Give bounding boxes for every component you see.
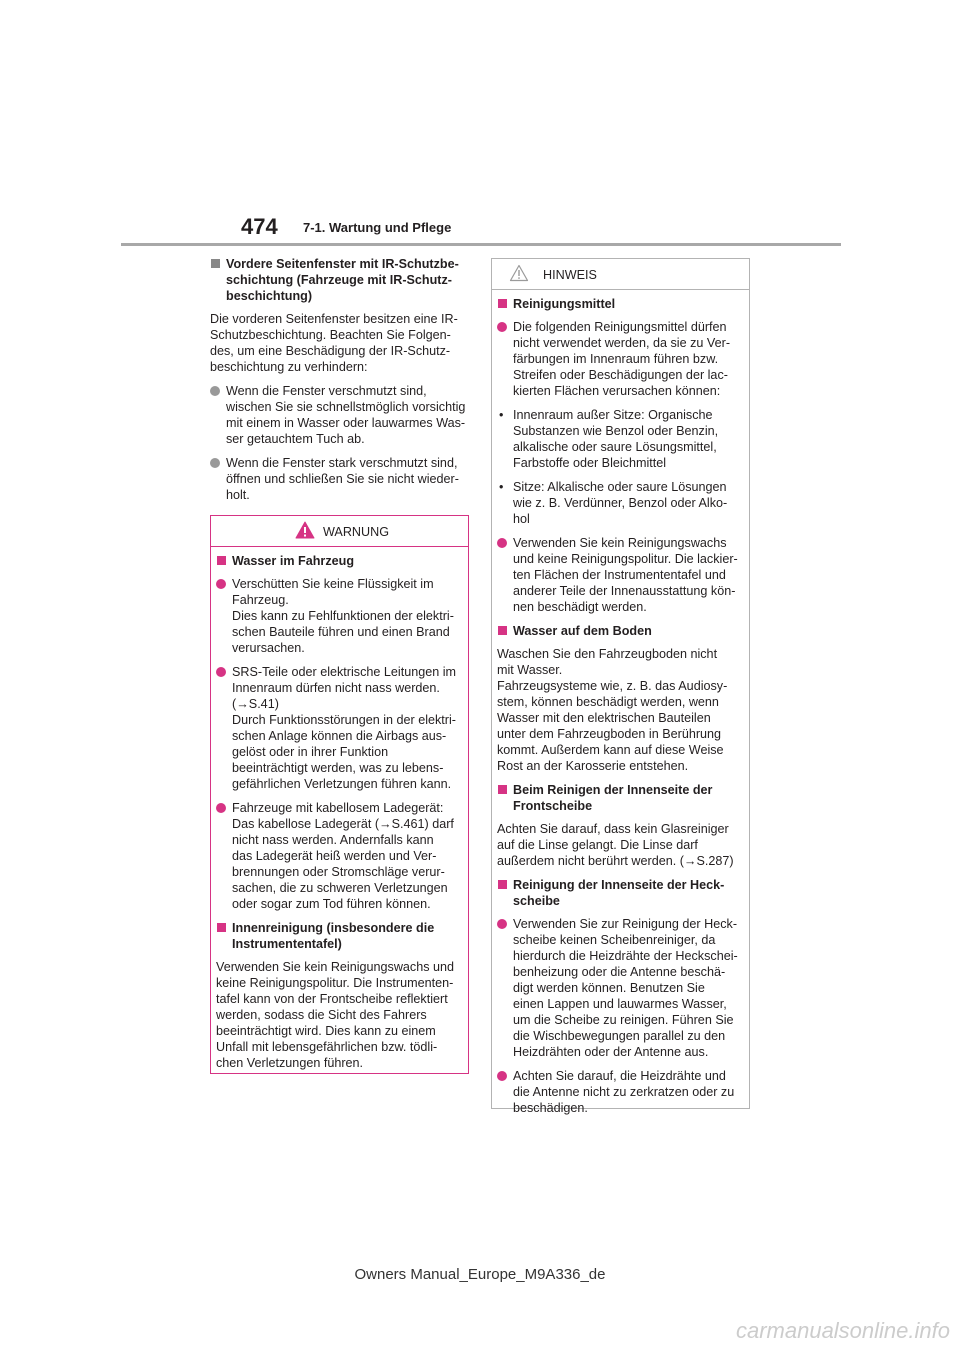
text-line: ser getauchtem Tuch ab.: [226, 432, 365, 446]
text-line: schen Anlage können die Airbags aus-: [232, 729, 447, 743]
note-title: HINWEIS: [543, 268, 597, 282]
circle-bullet-icon: [216, 803, 226, 813]
note-heading-floor-water: [497, 623, 741, 639]
page-number: 474: [241, 214, 278, 239]
sub-bullet-item: [497, 479, 741, 527]
note-paragraph: [497, 821, 741, 869]
text-line: kommt. Außerdem kann auf diese Weise: [497, 743, 724, 757]
circle-bullet-icon: [497, 919, 507, 929]
text-line: wischen Sie sie schnellstmöglich vorsichtig: [226, 400, 466, 414]
text-line: Unfall mit lebensgefährlichen bzw. tödli-: [216, 1040, 438, 1054]
warning-triangle-icon: [295, 521, 315, 539]
section-heading-ir-coating: [210, 256, 472, 304]
dot-bullet-icon: •: [499, 480, 504, 494]
text-line: schen Bauteile führen und einen Brand: [232, 625, 450, 639]
text-line: Fahrzeug.: [232, 593, 289, 607]
heading-line: Reinigung der Innenseite der Heck-: [513, 878, 725, 892]
text-line: tafel kann von der Frontscheibe reflektiert: [216, 992, 448, 1006]
text-line: Innenraum dürfen nicht nass werden.: [232, 681, 440, 695]
square-bullet-icon: [498, 626, 507, 635]
text-line: holt.: [226, 488, 250, 502]
text-line: nen beschädigt werden.: [513, 600, 647, 614]
text-line: sachen, die zu schweren Verletzungen: [232, 881, 448, 895]
text-line: Dies kann zu Fehlfunktionen der elektri-: [232, 609, 454, 623]
left-column: [210, 256, 472, 511]
text-line: gefährlichen Verletzungen führen kann.: [232, 777, 452, 791]
heading-line: Innenreinigung (insbesondere die: [232, 921, 435, 935]
text-line: Wenn die Fenster stark verschmutzt sind,: [226, 456, 458, 470]
text-line: chen Verletzungen führen.: [216, 1056, 364, 1070]
text-line: Achten Sie darauf, dass kein Glasreiniger: [497, 822, 729, 836]
text-line: öffnen und schließen Sie sie nicht wieder-: [226, 472, 459, 486]
text-line: stem, können beschädigt werden, wenn: [497, 695, 719, 709]
text-line: Sitze: Alkalische oder saure Lösungen: [513, 480, 727, 494]
text-line: auf die Linse gelangt. Die Linse darf: [497, 838, 698, 852]
square-bullet-icon: [217, 556, 226, 565]
heading-line: beschichtung): [226, 289, 313, 303]
text-line: Achten Sie darauf, die Heizdrähte und: [513, 1069, 726, 1083]
warning-title: WARNUNG: [323, 525, 389, 539]
heading-line: scheibe: [513, 894, 560, 908]
text-line: Fahrzeuge mit kabellosem Ladegerät:: [232, 801, 444, 815]
text-line: Das kabellose Ladegerät (→S.461) darf: [232, 817, 454, 831]
square-bullet-icon: [498, 299, 507, 308]
bullet-item: [216, 576, 460, 656]
text-line: Streifen oder Beschädigungen der lac-: [513, 368, 728, 382]
text-line: brennungen oder Stromschläge verur-: [232, 865, 445, 879]
text-line: alkalische oder saure Lösungsmittel,: [513, 440, 717, 454]
bullet-item: [497, 535, 741, 615]
text-line: wie z. B. Verdünner, Benzol oder Alko-: [513, 496, 728, 510]
text-line: mit einem in Wasser oder lauwarmes Was-: [226, 416, 466, 430]
text-line: keine Reinigungspolitur. Die Instrumenten-: [216, 976, 454, 990]
text-line: die Antenne nicht zu zerkratzen oder zu: [513, 1085, 735, 1099]
text-line: nicht verwendet werden, da sie zu Ver-: [513, 336, 731, 350]
note-heading-rear-window: [497, 877, 741, 909]
text-line: das Ladegerät heiß werden und Ver-: [232, 849, 437, 863]
warning-heading-interior: [216, 920, 460, 952]
heading-line: Vordere Seitenfenster mit IR-Schutzbe-: [226, 257, 459, 271]
text-line: oder sogar zum Tod führen können.: [232, 897, 431, 911]
warning-heading-water: [216, 553, 460, 569]
circle-bullet-icon: [497, 322, 507, 332]
text-line: Durch Funktionsstörungen in der elektri-: [232, 713, 456, 727]
text-line: Schutzbeschichtung. Beachten Sie Folgen-: [210, 328, 451, 342]
text-line: unter dem Fahrzeugboden in Berührung: [497, 727, 722, 741]
text-line: Verschütten Sie keine Flüssigkeit im: [232, 577, 434, 591]
circle-bullet-icon: [210, 386, 220, 396]
text-line: Fahrzeugsysteme wie, z. B. das Audiosy-: [497, 679, 728, 693]
text-line: des, um eine Beschädigung der IR-Schutz-: [210, 344, 451, 358]
text-line: nicht nass werden. Andernfalls kann: [232, 833, 434, 847]
watermark: carmanualsonline.info: [735, 1318, 950, 1343]
note-box: [491, 258, 750, 1115]
text-line: einen Lappen und lauwarmes Wasser,: [513, 997, 727, 1011]
heading-line: Wasser auf dem Boden: [513, 624, 652, 638]
heading-line: Reinigungsmittel: [513, 297, 616, 311]
text-line: anderer Teile der Innenausstattung kön-: [513, 584, 736, 598]
text-line: SRS-Teile oder elektrische Leitungen im: [232, 665, 456, 679]
text-line: und keine Reinigungspolitur. Die lackier-: [513, 552, 738, 566]
note-box-body: [492, 290, 749, 1132]
text-line: beschädigen.: [513, 1101, 588, 1115]
note-box-header: [492, 259, 749, 290]
square-bullet-icon: [498, 880, 507, 889]
bullet-item: [216, 664, 460, 792]
square-bullet-icon: [217, 923, 226, 932]
warning-box: [210, 515, 469, 1074]
bullet-item: [210, 455, 472, 503]
text-line: Die vorderen Seitenfenster besitzen eine IR-: [210, 312, 458, 326]
text-line: beschichtung zu verhindern:: [210, 360, 368, 374]
heading-line: Instrumententafel): [232, 937, 342, 951]
text-line: ten Flächen der Instrumententafel und: [513, 568, 726, 582]
text-line: färbungen im Innenraum führen bzw.: [513, 352, 719, 366]
square-bullet-icon: [211, 259, 220, 268]
circle-bullet-icon: [497, 538, 507, 548]
text-line: Verwenden Sie kein Reinigungswachs und: [216, 960, 455, 974]
text-line: Heizdrähten oder der Antenne aus.: [513, 1045, 709, 1059]
text-line: Waschen Sie den Fahrzeugboden nicht: [497, 647, 718, 661]
text-line: Farbstoffe oder Bleichmittel: [513, 456, 667, 470]
text-line: Substanzen wie Benzol oder Benzin,: [513, 424, 719, 438]
text-line: scheibe keinen Scheibenreiniger, da: [513, 933, 716, 947]
text-line: (→S.41): [232, 697, 279, 711]
text-line: Innenraum außer Sitze: Organische: [513, 408, 713, 422]
bullet-item: [216, 800, 460, 912]
text-line: Verwenden Sie kein Reinigungswachs: [513, 536, 727, 550]
text-line: verursachen.: [232, 641, 305, 655]
bullet-item: [497, 1068, 741, 1116]
section-title: 7-1. Wartung und Pflege: [303, 220, 452, 235]
text-line: hierdurch die Heizdrähte der Heckschei-: [513, 949, 738, 963]
text-line: benheizung oder die Antenne beschä-: [513, 965, 726, 979]
heading-line: Beim Reinigen der Innenseite der: [513, 783, 713, 797]
dot-bullet-icon: •: [499, 408, 504, 422]
circle-bullet-icon: [497, 1071, 507, 1081]
heading-line: Wasser im Fahrzeug: [232, 554, 355, 568]
warning-box-header: [211, 516, 468, 547]
text-line: um die Scheibe zu reinigen. Führen Sie: [513, 1013, 734, 1027]
circle-bullet-icon: [210, 458, 220, 468]
text-line: die Wischbewegungen parallel zu den: [513, 1029, 726, 1043]
note-paragraph: [497, 646, 741, 774]
header-divider: [121, 243, 841, 246]
warning-paragraph: [216, 959, 460, 1071]
bullet-item: [497, 916, 741, 1060]
text-line: Wenn die Fenster verschmutzt sind,: [226, 384, 427, 398]
text-line: Die folgenden Reinigungsmittel dürfen: [513, 320, 727, 334]
text-line: kierten Flächen verursachen können:: [513, 384, 721, 398]
heading-line: Frontscheibe: [513, 799, 593, 813]
text-line: hol: [513, 512, 530, 526]
text-line: außerdem nicht berührt werden. (→S.287): [497, 854, 734, 868]
intro-paragraph: [210, 311, 472, 375]
heading-line: schichtung (Fahrzeuge mit IR-Schutz-: [226, 273, 452, 287]
text-line: Verwenden Sie zur Reinigung der Heck-: [513, 917, 738, 931]
warning-box-body: [211, 547, 468, 1087]
bullet-item: [497, 319, 741, 399]
note-heading-cleaners: [497, 296, 741, 312]
text-line: digt werden können. Benutzen Sie: [513, 981, 705, 995]
text-line: werden, sodass die Sicht des Fahrers: [216, 1008, 427, 1022]
sub-bullet-item: [497, 407, 741, 471]
square-bullet-icon: [498, 785, 507, 794]
text-line: beeinträchtigt wird. Dies kann zu einem: [216, 1024, 436, 1038]
text-line: gelöst oder in ihrer Funktion: [232, 745, 389, 759]
caution-triangle-icon: [509, 264, 529, 282]
footer-text: Owners Manual_Europe_M9A336_de: [354, 1266, 606, 1283]
text-line: beeinträchtigt werden, was zu lebens-: [232, 761, 444, 775]
text-line: Wasser mit den elektrischen Bauteilen: [497, 711, 711, 725]
note-heading-windshield: [497, 782, 741, 814]
text-line: Rost an der Karosserie entstehen.: [497, 759, 689, 773]
text-line: mit Wasser.: [497, 663, 563, 677]
circle-bullet-icon: [216, 579, 226, 589]
circle-bullet-icon: [216, 667, 226, 677]
bullet-item: [210, 383, 472, 447]
